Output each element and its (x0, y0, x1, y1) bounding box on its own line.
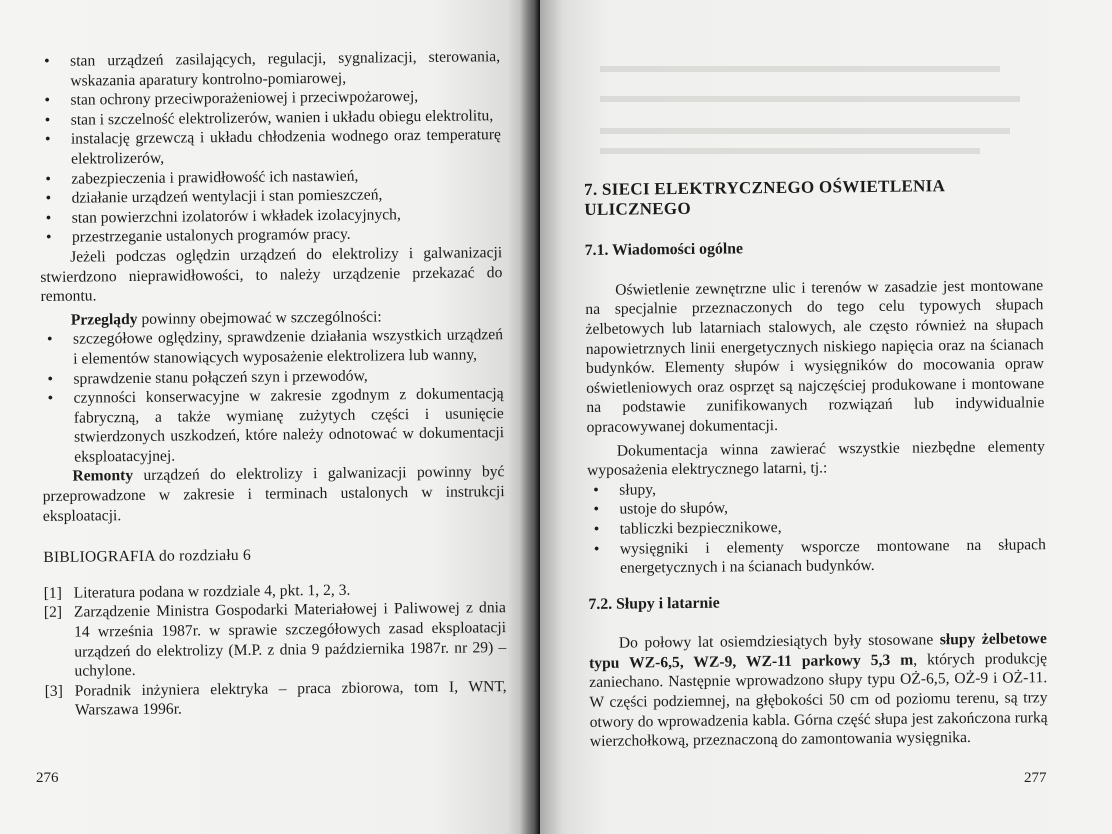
list-item: • instalację grzewczą i układu chłodzenia wodnego oraz temperaturę elektrolizerów, (39, 126, 501, 170)
section-title: 7.1. Wiadomości ogólne (584, 240, 744, 260)
poles-text-start: Do połowy lat osiemdziesiątych były stosowane (618, 631, 940, 652)
reference-text: Zarządzenie Ministra Gospodarki Materiałowej i Paliwowej z dnia 14 września 1987r. w sprawie szczegółowych zasad eksploatacji urządzeń do elektrolizy (M.P. z dnia 9 października 1987r. nr 29) – uchylone. (73, 599, 507, 680)
term-remonty: Remonty (72, 467, 134, 486)
list-item: • stan powierzchni izolatorów i wkładek izolacyjnych, (40, 204, 502, 228)
list-item: • czynności konserwacyjne w zakresie zgodnym z dokumentacją fabryczną, a także wymianę zużytych części i usunięcie stwierdzonych uszkodzeń, które należy odnotować w dokumentacji eksploatacyjnej. (42, 384, 505, 467)
page-number-right: 277 (1024, 770, 1047, 786)
equipment-list (587, 476, 1046, 579)
poles-text-end: , których produkcję zaniechano. Następnie wprowadzono słupy typu OŻ-6,5, OŻ-9 i OŻ-11. W części podziemnej, na głębokości 50 cm od poziomu terenu, są trzy otwory do wprowadzenia kabla. Górna część słupa jest zakończona rurką wierzchołkową, przeznaczoną do zamontowania wysięgnika. (589, 650, 1048, 751)
list-item: • stan i szczelność elektrolizerów, wanien i układu obiegu elektrolitu, (39, 106, 501, 130)
bleed-through (600, 128, 1010, 134)
reference-item (44, 599, 507, 682)
paragraph-remonty (42, 463, 505, 527)
chapter-title: 7. SIECI ELEKTRYCZNEGO OŚWIETLENIA ULICZNEGO (584, 176, 945, 219)
list-item: • stan ochrony przeciwporażeniowej i przeciwpożarowej, (38, 86, 500, 110)
list-item: • zabezpieczenia i prawidłowość ich nastawień, (39, 165, 501, 189)
paragraph-documentation: Dokumentacja winna zawierać wszystkie niezbędne elementy wyposażenia elektrycznego latarni, tj.: (586, 437, 1045, 480)
page-number-left: 276 (36, 770, 59, 786)
bleed-through (600, 148, 980, 154)
paragraph-inspection-result: Jeżeli podczas oględzin urządzeń do elektrolizy i galwanizacji stwierdzono nieprawidłowości, to należy urządzenie przekazać do remontu. (40, 244, 503, 306)
list-item: • szczegółowe oględziny, sprawdzenie działania wszystkich urządzeń i elementów stanowiących wyposażenie elektrolizera lub wanny, (41, 325, 503, 369)
paragraph-general: Oświetlenie zewnętrzne ulic i terenów w zasadzie jest montowane na specjalnie przeznaczonych do tego celu typowych słupach żelbetowych lub latarniach stalowych, ale często również na słupach napowietrznych linii energetycznych niskiego napięcia oraz na ścianach budynków. Elementy słupów i wysięgników do mocowania opraw oświetleniowych oraz osprzęt są najczęściej produkowane i montowane na podstawie zunifikowanych rozwiązań lub indywidualnie opracowywanej dokumentacji. (585, 276, 1045, 436)
reference-number: [2] (43, 604, 63, 622)
right-page (540, 0, 1112, 834)
term-przeglady: Przeglądy (70, 310, 138, 329)
list-item: • przestrzeganie ustalonych programów pracy. (40, 223, 502, 247)
left-page (0, 0, 540, 834)
bibliography-title: BIBLIOGRAFIA do rozdziału 6 (43, 547, 252, 567)
list-item: • stan urządzeń zasilających, regulacji, sygnalizacji, sterowania, wskazania aparatury kontrolno-pomiarowej, (38, 47, 500, 91)
right-page-body (584, 175, 1048, 752)
poles-types-bold: słupy żelbetowe typu WZ-6,5, WZ-9, WZ-11 parkowy 5,3 m (588, 630, 1047, 672)
reference-item (45, 677, 507, 721)
left-page-body (38, 47, 507, 721)
list-item: • wysięgniki i elementy wsporcze montowane na słupach energetycznych i na ścianach budynków. (588, 535, 1046, 579)
review-scope-list (41, 325, 504, 467)
list-item: • tabliczki bezpiecznikowe, (588, 515, 1046, 539)
list-item: • sprawdzenie stanu połączeń szyn i przewodów, (41, 365, 503, 389)
reference-number: [3] (44, 682, 63, 700)
remonty-text: urządzeń do elektrolizy i galwanizacji powinny być przeprowadzone w zakresie i terminach ustalonych w instrukcji eksploatacji. (42, 463, 505, 525)
reference-text: Poradnik inżyniera elektryka – praca zbiorowa, tom I, WNT, Warszawa 1996r. (74, 677, 507, 720)
paragraph-poles (589, 629, 1048, 751)
list-item: • ustoje do słupów, (587, 495, 1045, 519)
list-item: • słupy, (587, 476, 1045, 500)
reference-text: Literatura podana w rozdziale 4, pkt. 1, 2, 3. (73, 581, 351, 602)
reference-number: [1] (43, 584, 62, 602)
list-item: • działanie urządzeń wentylacji i stan pomieszczeń, (39, 184, 501, 208)
inspection-scope-list (38, 47, 502, 248)
przeglady-text: powinny obejmować w szczególności: (137, 308, 382, 328)
bleed-through (600, 66, 1000, 72)
bleed-through (600, 96, 1020, 102)
section-title: 7.2. Słupy i latarnie (588, 594, 720, 613)
